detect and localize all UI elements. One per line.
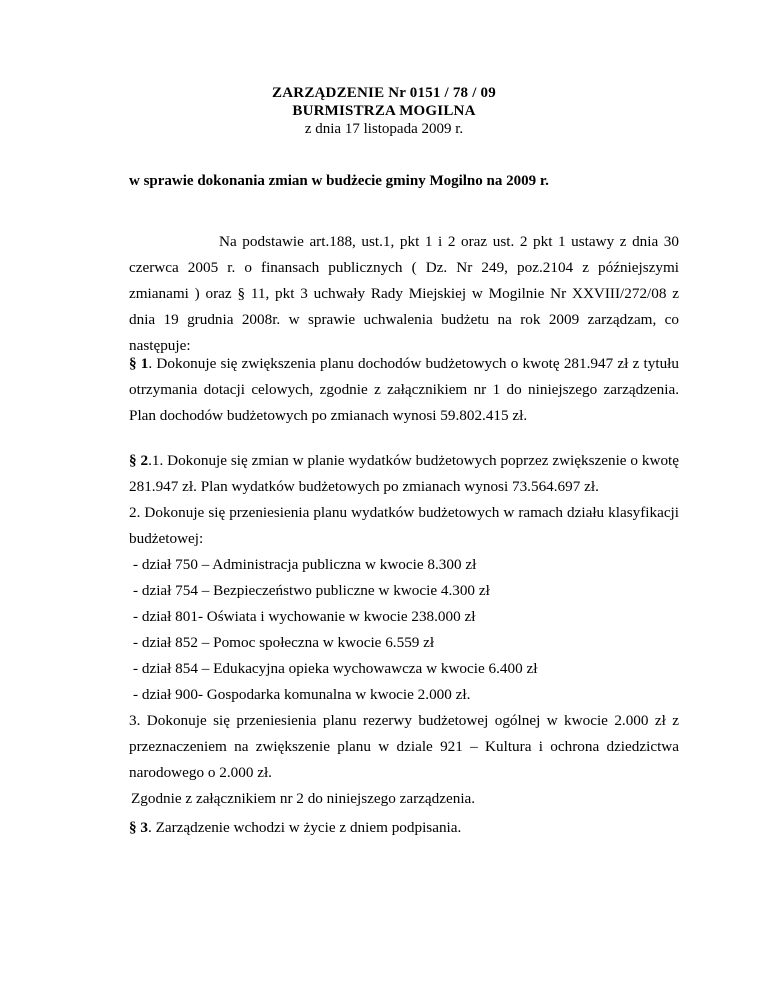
section-1: [129, 351, 679, 429]
list-item: - dział 854 – Edukacyjna opieka wychowawcza w kwocie 6.400 zł: [133, 660, 538, 677]
legal-basis-text: Na podstawie art.188, ust.1, pkt 1 i 2 oraz ust. 2 pkt 1 ustawy z dnia 30 czerwca 2005 r. o finansach publicznych ( Dz. Nr 249, poz.2104 z późniejszymi zmianami ) oraz § 11, pkt 3 uchwały Rady Miejskiej w Mogilnie Nr XXVIII/272/08 z dnia 19 grudnia 2008r. w sprawie uchwalenia budżetu na rok 2009 zarządzam, co następuje:: [129, 233, 679, 354]
list-item: - dział 852 – Pomoc społeczna w kwocie 6.559 zł: [133, 634, 435, 651]
section-2-point-1-text: .1. Dokonuje się zmian w planie wydatków budżetowych poprzez zwiększenie o kwotę 281.947 zł. Plan wydatków budżetowych po zmianach wynosi 73.564.697 zł.: [129, 452, 679, 495]
section-3-paragraph: [129, 815, 679, 841]
section-3: [129, 815, 679, 841]
document-header: [0, 84, 768, 138]
section-3-marker: § 3: [129, 819, 148, 836]
legal-basis-paragraph: [129, 229, 679, 359]
section-2-point-3: 3. Dokonuje się przeniesienia planu rezerwy budżetowej ogólnej w kwocie 2.000 zł z przeznaczeniem na zwiększenie planu w dziale 921 – Kultura i ochrona dziedzictwa narodowego o 2.000 zł.: [129, 712, 679, 781]
section-2: [129, 448, 679, 812]
section-1-text: . Dokonuje się zwiększenia planu dochodów budżetowych o kwotę 281.947 zł z tytułu otrzymania dotacji celowych, zgodnie z załącznikiem nr 1 do niniejszego zarządzenia. Plan dochodów budżetowych po zmianach wynosi 59.802.415 zł.: [129, 355, 679, 424]
ordinance-date: z dnia 17 listopada 2009 r.: [304, 121, 464, 137]
attachment-reference: Zgodnie z załącznikiem nr 2 do niniejszego zarządzenia.: [131, 790, 476, 807]
ordinance-subject: w sprawie dokonania zmian w budżecie gminy Mogilno na 2009 r.: [129, 173, 549, 189]
section-3-text: . Zarządzenie wchodzi w życie z dniem podpisania.: [147, 819, 462, 836]
section-2-marker: § 2: [129, 452, 149, 469]
issuing-authority: BURMISTRZA MOGILNA: [292, 103, 476, 119]
ordinance-title: ZARZĄDZENIE Nr 0151 / 78 / 09: [272, 85, 496, 101]
list-item: - dział 754 – Bezpieczeństwo publiczne w kwocie 4.300 zł: [133, 582, 490, 599]
list-item: - dział 750 – Administracja publiczna w kwocie 8.300 zł: [133, 556, 477, 573]
list-item: - dział 900- Gospodarka komunalna w kwocie 2.000 zł.: [133, 686, 471, 703]
section-1-marker: § 1: [129, 355, 149, 372]
section-1-paragraph: [129, 351, 679, 429]
section-2-point-1: [129, 448, 679, 500]
section-2-point-2: 2. Dokonuje się przeniesienia planu wydatków budżetowych w ramach działu klasyfikacji budżetowej:: [129, 504, 679, 547]
list-item: - dział 801- Oświata i wychowanie w kwocie 238.000 zł: [133, 608, 476, 625]
